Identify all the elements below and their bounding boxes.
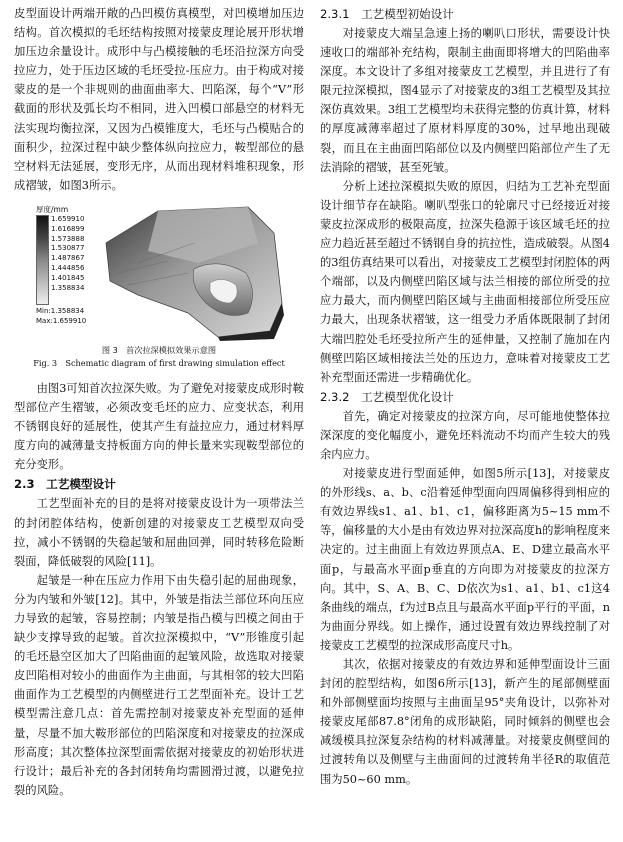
legend-ticks	[51, 215, 84, 305]
left-paragraph-2: 由图3可知首次拉深失败。为了避免对接蒙皮成形时鞍型部位产生褶皱，必须改变毛坯的应力、应变状态，利用不锈钢良好的延展性，使其产生有益拉应力，通过材料厚度方向的减薄量支持板面方向的伸长量来实现鞍型部位的充分变形。	[14, 381, 304, 472]
legend-title: 厚度/mm	[36, 204, 69, 214]
legend-max: Max:1.659910	[36, 316, 87, 325]
left-paragraph-4: 起皱是一种在压应力作用下由失稳引起的屈曲现象，分为内皱和外皱[12]。其中，外皱是指法兰部位环向压应力导致的起皱，容易控制；内皱是指凸模与凹模之间由于缺少支撑导致的起皱。首次拉深模拟中，“V”形锥度引起的毛坯悬空区加大了凹陷曲面的起皱风险，故选取对接蒙皮凹陷相对较小的曲面作为主曲面，与其相邻的较大凹陷曲面作为工艺模型的内侧壁进行工艺型面补充。设计工艺模型需注意几点：首先需控制对接蒙皮补充型面的延伸量，尽量不加大鞍形部位的凹陷深度和对接蒙皮的拉深成形高度；其次整体拉深型面需依据对接蒙皮的初始形状进行设计；最后补充的各封闭转角均需圆滑过渡，以避免拉裂的风险。	[14, 573, 304, 797]
right-column	[320, 4, 610, 789]
legend-value: 1.358834	[51, 283, 85, 292]
left-paragraph-3: 工艺型面补充的目的是将对接蒙皮设计为一项带法兰的封闭腔体结构，使新创建的对接蒙皮工艺模型双向受拉，减小不锈钢的失稳起皱和屈曲回弹，同时转移危险断裂面，降低破裂的风险[11]。	[14, 497, 304, 568]
figure-caption-en: Fig. 3 Schematic diagram of first drawing simulation effect	[33, 357, 285, 368]
legend-value: 1.530877	[51, 244, 85, 253]
legend-value: 1.487867	[51, 254, 85, 263]
right-paragraph-1: 对接蒙皮大端呈急速上扬的喇叭口形状，需要设计快速收口的端部补充结构，限制主曲面即将增大的凹陷曲率深度。本文设计了多组对接蒙皮工艺模型，并且进行了有限元拉深模拟，图4显示了对接蒙皮的3组工艺模型及其拉深仿真效果。3组工艺模型均未获得完整的仿真计算，材料的厚度减薄率超过了原材料厚度的30%，过早地出现破裂，而且在主曲面凹陷部位以及内侧壁凹陷部位产生了无法消除的褶皱，甚至死皱。	[320, 27, 610, 174]
color-scale-bar	[36, 215, 49, 305]
legend-value: 1.401845	[51, 273, 85, 282]
legend-value: 1.659910	[51, 214, 85, 223]
left-column	[14, 4, 304, 800]
right-paragraph-3: 首先，确定对接蒙皮的拉深方向，尽可能地使整体拉深深度的变化幅度小，避免坯料流动不均而产生较大的残余内应力。	[320, 409, 610, 461]
section-heading-2-3-2: 2.3.2 工艺模型优化设计	[320, 389, 454, 404]
legend-value: 1.573888	[51, 234, 85, 243]
simulated-part-image	[98, 203, 288, 341]
right-paragraph-4: 对接蒙皮进行型面延伸，如图5所示[13]，对接蒙皮的外形线s、a、b、c沿着延伸型面向四周偏移得到相应的有效边界线s1、a1、b1、c1，偏移距离为5~15 mm不等，偏移量的大小是由有效边界对拉深高度h的影响程度来决定的。过主曲面上有效边界顶点A、E、D建立最高水平面p，与最高水平面p垂直的方向即为对接蒙皮的拉深方向。其中，S、A、B、C、D依次为s1、a1、b1、c1这4条曲线的端点，f为过B点且与最高水平面p平行的平面，n为曲面分界线。如上操作，通过设置有效边界线控制了对接蒙皮工艺模型的拉深成形高度尺寸h。	[320, 467, 610, 652]
section-heading-2-3-1: 2.3.1 工艺模型初始设计	[320, 7, 454, 21]
figure-3	[14, 199, 304, 377]
thickness-legend	[36, 205, 106, 325]
right-paragraph-5: 其次，依据对接蒙皮的有效边界和延伸型面设计三面封闭的腔型结构，如图6所示[13]，新产生的尾部侧壁面和外部侧壁面均按照与主曲面呈95°夹角设计，以弥补对接蒙皮尾部87.8°闭角的成形缺陷，同时倾斜的侧壁也会减缓模具拉深复杂结构的材料减薄量。对接蒙皮侧壁间的过渡转角以及侧壁与主曲面间的过渡转角半径R的取值范围为50~60 mm。	[320, 658, 610, 786]
legend-min: Min:1.358834	[36, 306, 85, 315]
right-paragraph-2: 分析上述拉深模拟失败的原因，归结为工艺补充型面设计细节存在缺陷。喇叭型张口的轮廓尺寸已经接近对接蒙皮拉深成形的极限高度，拉深失稳源于该区域毛坯的拉应力趋近甚至超过不锈钢自身的抗拉性，造成破裂。从图4的3组仿真结果可以看出，对接蒙皮工艺模型封闭腔体的两个端部，以及内侧壁凹陷区域与法兰相接的部位所受的拉应力最大，而内侧壁凹陷区域与主曲面相接部位所受压应力最大，出现条状褶皱，这一组受力矛盾体既限制了封闭大端凹腔处毛坯受拉所产生的延伸量，又控制了施加在内侧壁凹陷区域相接法兰处的压边力，意味着对接蒙皮工艺补充型面还需进一步精确优化。	[320, 179, 610, 384]
legend-value: 1.444856	[51, 263, 85, 272]
section-heading-2-3: 2.3 工艺模型设计	[14, 477, 116, 492]
left-paragraph-1: 皮型面设计两端开敞的凸凹模仿真模型，对凹模增加压边结构。首次模拟的毛坯结构按照对接蒙皮理论展开形状增加压边余量设计。成形中与凸模接触的毛坯沿拉深方向受拉应力，处于压边区域的毛坯受拉-压应力。由于构成对接蒙皮的是一个非规则的曲面曲率大、凹陷深，每个“V”形截面的形状及弧长均不相同，进入凹模口部悬空的材料无法实现均衡拉深，又因为凸模锥度大，毛坯与凸模贴合的面积少，拉深过程中缺少整体纵向拉应力，鞍型部位的悬空材料无法延展，变形无序，从而出现材料堆积现象，形成褶皱，如图3所示。	[14, 7, 304, 192]
legend-value: 1.616899	[51, 224, 85, 233]
figure-caption-cn: 图 3 首次拉深模拟效果示意图	[101, 344, 217, 355]
